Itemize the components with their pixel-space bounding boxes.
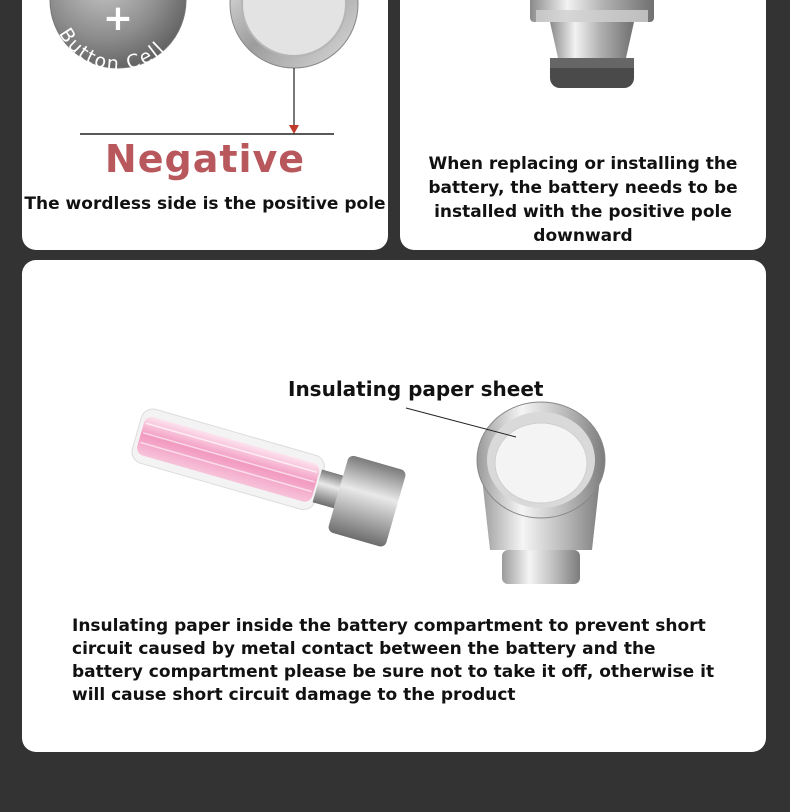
button-cell-card bbox=[22, 0, 388, 250]
insulating-paper-card bbox=[22, 260, 766, 752]
negative-label: Negative bbox=[104, 137, 306, 181]
button-cell-positive-side bbox=[50, 0, 186, 75]
insulating-paper-label: Insulating paper sheet bbox=[288, 377, 544, 401]
installation-caption: When replacing or installing the battery, the battery needs to be installed with the positive pole downward bbox=[428, 154, 738, 246]
installation-card bbox=[400, 0, 766, 250]
coin-label: Button Cell bbox=[54, 24, 170, 76]
insulating-paper-caption: Insulating paper inside the battery compartment to prevent short circuit caused by metal contact between the battery and the battery compartment please be sure not to take it off, otherwise it will cause short circuit damage to the product bbox=[72, 616, 715, 705]
button-cell-negative-side bbox=[230, 0, 358, 68]
positive-pole-caption: The wordless side is the positive pole bbox=[24, 194, 386, 214]
plus-sign: + bbox=[102, 0, 134, 39]
battery-cup bbox=[477, 402, 605, 584]
arrow-down-icon bbox=[289, 125, 299, 134]
light-tube bbox=[125, 397, 407, 548]
